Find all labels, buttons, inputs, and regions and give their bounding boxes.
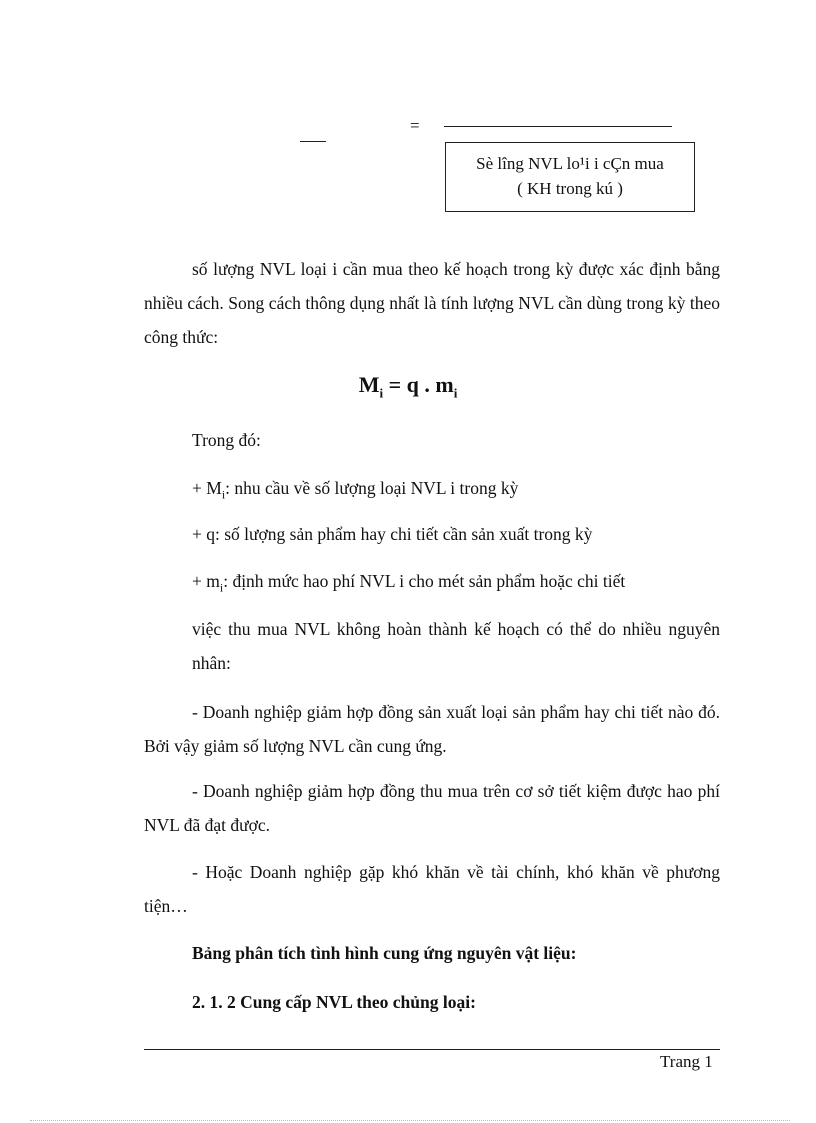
fraction-stub-line <box>300 141 326 142</box>
main-formula <box>0 372 816 401</box>
formula-M: M <box>358 372 380 397</box>
formula-rest: = q . m <box>383 372 454 397</box>
where-label: Trong đó: <box>192 430 261 450</box>
heading-supply-table: Bảng phân tích tình hình cung ứng nguyên vật liệu: <box>192 943 577 963</box>
page-number: Trang 1 <box>660 1052 713 1071</box>
bullet-mi-text: : nhu cầu về số lượng loại NVL i trong kỳ <box>225 478 519 498</box>
cause-item-1: - Doanh nghiệp giảm hợp đồng sản xuất loại sản phẩm hay chi tiết nào đó. Bởi vậy giảm số lượng NVL cần cung ứng. <box>144 702 720 756</box>
bullet-mi <box>192 478 518 503</box>
equals-sign: = <box>410 116 420 135</box>
bullet-m-text: : định mức hao phí NVL i cho mét sản phẩm hoặc chi tiết <box>223 571 626 591</box>
bullet-m <box>192 571 625 596</box>
paragraph-quantity: số lượng NVL loại i cần mua theo kế hoạch trong kỳ được xác định bằng nhiều cách. Song cách thông dụng nhất là tính lượng NVL cần dùng trong kỳ theo công thức: <box>144 259 720 347</box>
page-bottom-border <box>30 1120 790 1121</box>
footer-rule <box>144 1049 720 1050</box>
paragraph-causes: việc thu mua NVL không hoàn thành kế hoạch có thể do nhiều nguyên nhân: <box>192 619 720 673</box>
formula-sub-i: i <box>379 385 384 401</box>
denominator-box <box>445 142 695 212</box>
cause-item-2: - Doanh nghiệp giảm hợp đồng thu mua trên cơ sở tiết kiệm được hao phí NVL đã đạt được. <box>144 781 720 835</box>
cause-item-3: - Hoặc Doanh nghiệp gặp khó khăn về tài chính, khó khăn về phương tiện… <box>144 862 720 916</box>
formula-sub-i2: i <box>453 385 458 401</box>
bullet-q: + q: số lượng sản phẩm hay chi tiết cần sản xuất trong kỳ <box>192 524 593 544</box>
bullet-mi-sub: i <box>221 487 226 502</box>
bullet-m-sub: i <box>219 580 224 595</box>
heading-section-2-1-2: 2. 1. 2 Cung cấp NVL theo chủng loại: <box>192 992 476 1012</box>
fraction-numerator-line <box>444 126 672 127</box>
denominator-line2: ( KH trong kú ) <box>517 179 623 198</box>
bullet-m-pre: + m <box>192 571 220 591</box>
denominator-line1: Sè lîng NVL lo¹i i cÇn mua <box>476 154 664 173</box>
bullet-mi-pre: + M <box>192 478 222 498</box>
